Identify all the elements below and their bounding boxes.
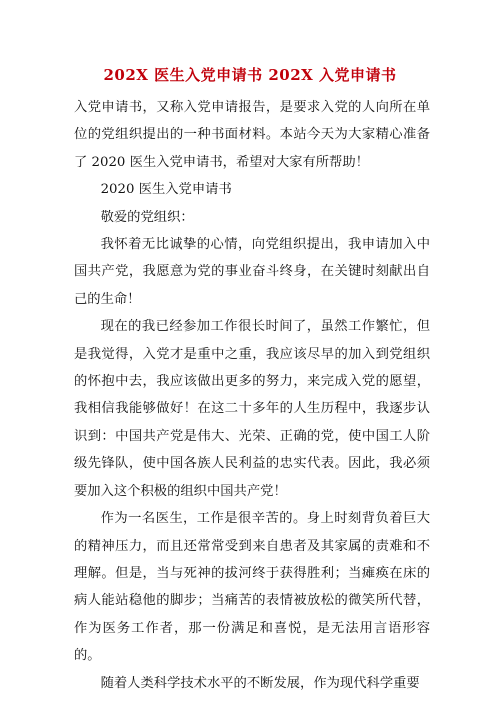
- body-paragraph-3: 作为一名医生，工作是很辛苦的。身上时刻背负着巨大的精神压力，而且还常常受到来自患者及其家属的责难和不理解。但是，当与死神的拔河终于获得胜利；当瘫痪在床的病人能站稳他的脚步；当痛苦的表情被放松的微笑所代替，作为医务工作者，那一份满足和喜悦，是无法用言语形容的。: [74, 511, 430, 664]
- body-paragraph-1: 我怀着无比诚挚的心情，向党组织提出，我申请加入中国共产党，我愿意为党的事业奋斗终身，在关键时刻献出自己的生命！: [74, 237, 430, 307]
- body-paragraph-2: 现在的我已经参加工作很长时间了，虽然工作繁忙，但是我觉得，入党才是重中之重，我应该尽早的加入到党组织的怀抱中去，我应该做出更多的努力，来完成入党的愿望，我相信我能够做好！在这二十多年的人生历程中，我逐步认识到：中国共产党是伟大、光荣、正确的党，使中国工人阶级先锋队，使中国各族人民利益的忠实代表。因此，我必须要加入这个积极的组织中国共产党！: [74, 319, 430, 499]
- body-paragraph-4: 随着人类科学技术水平的不断发展，作为现代科学重要: [100, 675, 420, 691]
- document-body: [74, 94, 430, 697]
- intro-paragraph: 入党申请书，又称入党申请报告，是要求入党的人向所在单位的党组织提出的一种书面材料。本站今天为大家精心准备了 2020 医生入党申请书，希望对大家有所帮助！: [74, 100, 430, 170]
- salutation: 敬爱的党组织：: [100, 209, 194, 225]
- document-title: 202X 医生入党申请书 202X 入党申请书: [103, 66, 397, 84]
- document-subtitle: 2020 医生入党申请书: [100, 182, 232, 198]
